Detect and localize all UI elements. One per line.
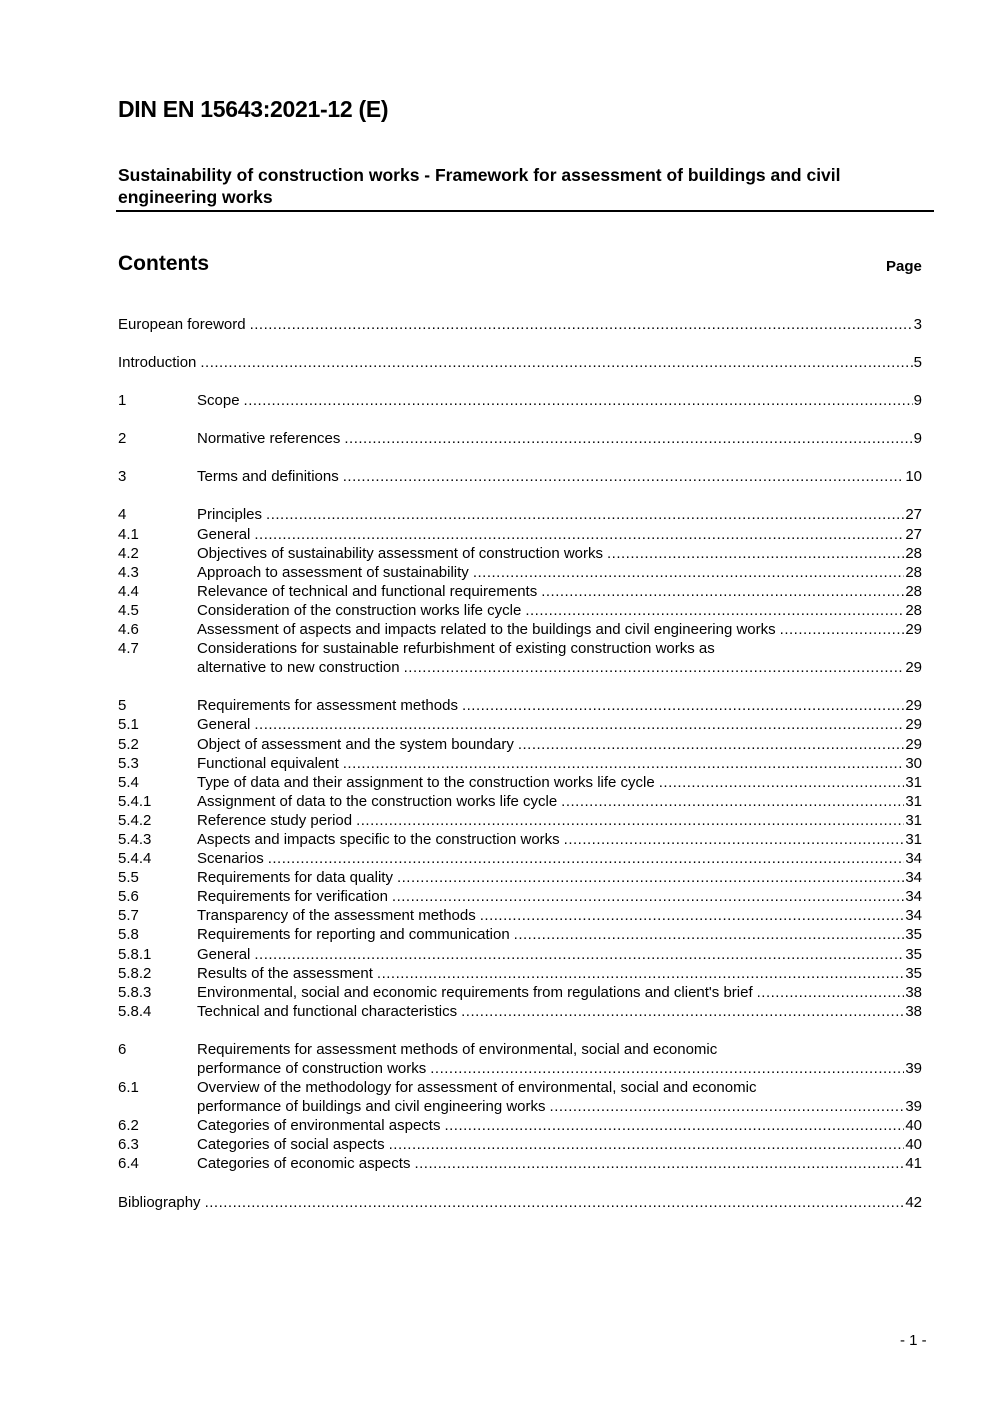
toc-number: 4.4 [118,582,139,600]
toc-page-number: 9 [913,430,922,448]
toc-number: 5.1 [118,716,139,734]
toc-leader-dots [461,1002,904,1021]
toc-leader-dots [250,315,913,334]
toc-number: 1 [118,392,127,410]
toc-title: Normative references [197,430,341,448]
toc-page-number: 9 [913,392,922,410]
toc-title: Categories of environmental aspects [197,1117,441,1135]
toc-entry[interactable] [118,1116,922,1135]
toc-entry[interactable] [118,505,922,524]
toc-leader-dots [392,887,904,906]
toc-page-number: 28 [905,582,922,600]
toc-entry[interactable] [118,696,922,715]
toc-page-number: 27 [905,506,922,524]
toc-leader-dots [404,658,905,677]
toc-entry[interactable] [118,964,922,983]
document-title: Sustainability of construction works - Framework for assessment of buildings and civil engineering works [118,165,841,207]
toc-entry[interactable] [118,811,922,830]
toc-page-number: 42 [905,1193,922,1211]
toc-leader-dots [377,964,904,983]
toc-entry[interactable] [118,582,922,601]
toc-leader-dots [254,525,904,544]
toc-leader-dots [266,505,904,524]
title-divider [116,210,934,212]
toc-title: Assessment of aspects and impacts related to the buildings and civil engineering works [197,621,776,639]
toc-leader-dots [344,429,912,448]
toc-number: 5.8 [118,926,139,944]
toc-title: Objectives of sustainability assessment of construction works [197,544,604,562]
toc-title: Overview of the methodology for assessment of environmental, social and economic [197,1079,757,1097]
document-id: DIN EN 15643:2021-12 (E) [118,96,389,122]
toc-leader-dots [514,925,905,944]
toc-page-number: 34 [905,888,922,906]
toc-title: Requirements for reporting and communication [197,926,510,944]
toc-entry[interactable] [118,1040,922,1078]
toc-number: 6 [118,1040,127,1058]
toc-entry[interactable] [118,429,922,448]
toc-title: Requirements for assessment methods [197,697,458,715]
toc-entry[interactable] [118,620,922,639]
toc-title: Scenarios [197,850,264,868]
toc-entry[interactable] [118,906,922,925]
toc-leader-dots [268,849,905,868]
toc-page-number: 35 [905,945,922,963]
toc-entry[interactable] [118,1154,922,1173]
toc-number: 4.5 [118,601,139,619]
toc-page-number: 38 [905,983,922,1001]
toc-leader-dots [659,773,905,792]
toc-page-number: 41 [905,1155,922,1173]
toc-page-number: 39 [905,1060,922,1077]
toc-page-number: 34 [905,907,922,925]
toc-leader-dots [780,620,905,639]
toc-entry[interactable] [118,792,922,811]
toc-number: 3 [118,468,127,486]
toc-number: 5.8.2 [118,964,152,982]
toc-entry[interactable] [118,1193,922,1212]
toc-leader-dots [561,792,904,811]
toc-entry[interactable] [118,601,922,620]
toc-page-number: 34 [905,869,922,887]
toc-leader-dots [343,467,905,486]
contents-heading: Contents [118,252,209,275]
toc-page-number: 39 [905,1098,922,1116]
toc-page-number: 29 [905,716,922,734]
toc-leader-dots [607,544,904,563]
toc-leader-dots [757,983,905,1002]
toc-title-continuation: performance of construction works [197,1060,427,1077]
toc-entry[interactable] [118,715,922,734]
toc-leader-dots [525,601,904,620]
toc-number: 5.4 [118,773,139,791]
toc-leader-dots [254,945,904,964]
toc-number: 6.1 [118,1079,139,1097]
toc-page-number: 29 [905,735,922,753]
toc-number: 5.5 [118,869,139,887]
toc-number: 4.6 [118,621,139,639]
toc-page-number: 29 [905,621,922,639]
toc-title: Technical and functional characteristics [197,1002,458,1020]
toc-entry[interactable] [118,925,922,944]
toc-title: Categories of social aspects [197,1136,385,1154]
toc-leader-dots [564,830,905,849]
toc-entry[interactable] [118,639,922,677]
toc-page-number: 38 [905,1002,922,1020]
toc-page-number: 29 [905,659,922,677]
toc-number: 4.7 [118,640,139,658]
toc-title: Introduction [118,354,197,372]
toc-entry[interactable] [118,735,922,754]
toc-entry[interactable] [118,563,922,582]
toc-number: 5 [118,697,127,715]
page-number: - 1 - [900,1332,927,1349]
toc-entry[interactable] [118,830,922,849]
toc-number: 5.2 [118,735,139,753]
toc-title: Principles [197,506,263,524]
toc-number: 2 [118,430,127,448]
toc-number: 5.7 [118,907,139,925]
toc-number: 5.3 [118,754,139,772]
toc-leader-dots [397,868,904,887]
toc-title: General [197,525,251,543]
toc-entry[interactable] [118,983,922,1002]
toc-entry[interactable] [118,1135,922,1154]
toc-entry[interactable] [118,391,922,410]
toc-leader-dots [205,1193,905,1212]
toc-leader-dots [389,1135,905,1154]
toc-title: Type of data and their assignment to the construction works life cycle [197,773,655,791]
toc-title: Categories of economic aspects [197,1155,411,1173]
toc-title: Transparency of the assessment methods [197,907,476,925]
toc-page-number: 28 [905,544,922,562]
toc-leader-dots [244,391,913,410]
toc-title: Requirements for data quality [197,869,393,887]
toc-page-number: 40 [905,1136,922,1154]
toc-entry[interactable] [118,525,922,544]
table-of-contents [118,315,922,1212]
toc-page-number: 31 [905,773,922,791]
toc-title: General [197,945,251,963]
toc-title: General [197,716,251,734]
toc-entry[interactable] [118,1002,922,1021]
toc-page-number: 27 [905,525,922,543]
toc-page-number: 40 [905,1117,922,1135]
toc-page-number: 10 [905,468,922,486]
toc-entry[interactable] [118,353,922,372]
toc-number: 4.2 [118,544,139,562]
toc-page-number: 31 [905,811,922,829]
toc-leader-dots [200,353,912,372]
toc-entry[interactable] [118,773,922,792]
toc-entry[interactable] [118,1078,922,1116]
toc-title: Terms and definitions [197,468,339,486]
toc-title: Scope [197,392,240,410]
toc-title: Assignment of data to the construction works life cycle [197,792,558,810]
toc-number: 5.8.3 [118,983,152,1001]
toc-leader-dots [550,1097,905,1116]
toc-title: Requirements for assessment methods of environmental, social and economic [197,1040,718,1058]
toc-title: Results of the assessment [197,964,373,982]
toc-page-number: 31 [905,830,922,848]
toc-entry[interactable] [118,544,922,563]
toc-page-number: 5 [913,354,922,372]
toc-title-continuation: alternative to new construction [197,659,400,677]
toc-title: Object of assessment and the system boundary [197,735,514,753]
toc-number: 4.1 [118,525,139,543]
toc-leader-dots [444,1116,904,1135]
toc-entry[interactable] [118,467,922,486]
toc-number: 6.4 [118,1155,139,1173]
toc-entry[interactable] [118,887,922,906]
toc-number: 5.6 [118,888,139,906]
toc-title: Reference study period [197,811,353,829]
toc-number: 4 [118,506,127,524]
toc-entry[interactable] [118,754,922,773]
toc-title: Requirements for verification [197,888,388,906]
toc-number: 5.4.1 [118,792,152,810]
toc-number: 5.4.4 [118,850,152,868]
toc-leader-dots [541,582,904,601]
toc-number: 5.8.4 [118,1002,152,1020]
toc-leader-dots [343,754,905,773]
toc-page-number: 3 [913,316,922,333]
toc-leader-dots [356,811,904,830]
toc-title: Approach to assessment of sustainability [197,563,469,581]
toc-page-number: 30 [905,754,922,772]
toc-page-number: 31 [905,792,922,810]
toc-number: 6.3 [118,1136,139,1154]
toc-number: 4.3 [118,563,139,581]
toc-title: Aspects and impacts specific to the construction works [197,830,560,848]
toc-entry[interactable] [118,315,922,334]
toc-title-continuation: performance of buildings and civil engineering works [197,1098,546,1116]
toc-page-number: 28 [905,601,922,619]
toc-entry[interactable] [118,868,922,887]
toc-leader-dots [414,1154,904,1173]
toc-page-number: 28 [905,563,922,581]
toc-title: European foreword [118,316,246,333]
toc-title: Bibliography [118,1193,201,1211]
toc-entry[interactable] [118,945,922,964]
toc-title: Relevance of technical and functional requirements [197,582,538,600]
toc-page-number: 35 [905,926,922,944]
toc-leader-dots [462,696,904,715]
toc-leader-dots [518,735,904,754]
toc-page-number: 29 [905,697,922,715]
toc-number: 5.4.3 [118,830,152,848]
page-column-label: Page [886,258,922,275]
toc-number: 5.8.1 [118,945,152,963]
toc-number: 6.2 [118,1117,139,1135]
toc-title: Consideration of the construction works life cycle [197,601,522,619]
toc-title: Functional equivalent [197,754,339,772]
toc-page-number: 34 [905,850,922,868]
toc-number: 5.4.2 [118,811,152,829]
toc-entry[interactable] [118,849,922,868]
toc-title: Considerations for sustainable refurbishment of existing construction works as [197,640,715,658]
toc-leader-dots [473,563,905,582]
toc-leader-dots [480,906,905,925]
toc-leader-dots [254,715,904,734]
toc-page-number: 35 [905,964,922,982]
toc-title: Environmental, social and economic requirements from regulations and client's brief [197,983,753,1001]
toc-leader-dots [430,1059,904,1078]
